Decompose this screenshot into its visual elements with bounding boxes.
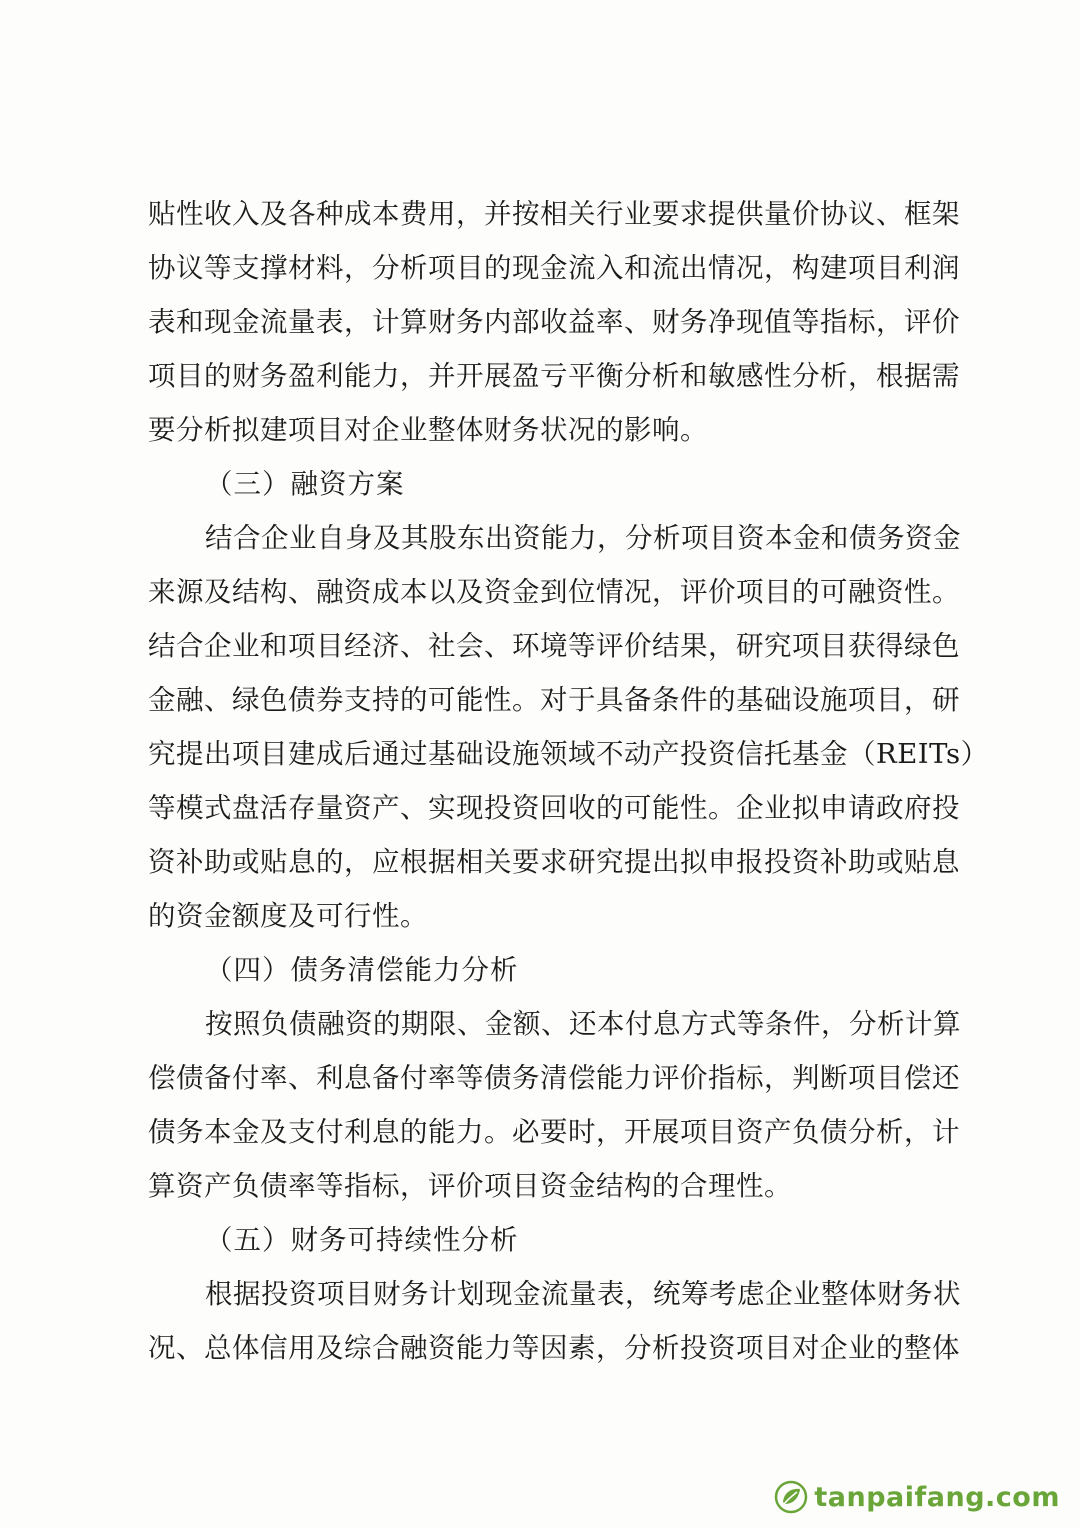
section-heading-3: （三）融资方案 xyxy=(205,468,405,500)
text-line: 结合企业自身及其股东出资能力，分析项目资本金和债务资金 xyxy=(205,522,961,554)
text-line: 债务本金及支付利息的能力。必要时，开展项目资产负债分析，计 xyxy=(148,1116,960,1148)
text-line: 等模式盘活存量资产、实现投资回收的可能性。企业拟申请政府投 xyxy=(148,792,960,824)
text-line: 偿债备付率、利息备付率等债务清偿能力评价指标，判断项目偿还 xyxy=(148,1062,960,1094)
text-line: 按照负债融资的期限、金额、还本付息方式等条件，分析计算 xyxy=(205,1008,961,1040)
text-line: 结合企业和项目经济、社会、环境等评价结果，研究项目获得绿色 xyxy=(148,630,960,662)
text-line: 协议等支撑材料，分析项目的现金流入和流出情况，构建项目利润 xyxy=(148,252,960,284)
section-heading-5: （五）财务可持续性分析 xyxy=(205,1224,519,1256)
leaf-logo-icon xyxy=(774,1480,808,1514)
site-watermark xyxy=(774,1480,1060,1514)
text-line: 金融、绿色债券支持的可能性。对于具备条件的基础设施项目，研 xyxy=(148,684,960,716)
text-line: 贴性收入及各种成本费用，并按相关行业要求提供量价协议、框架 xyxy=(148,198,960,230)
text-line: 要分析拟建项目对企业整体财务状况的影响。 xyxy=(148,414,708,446)
text-line: 来源及结构、融资成本以及资金到位情况，评价项目的可融资性。 xyxy=(148,576,960,608)
section-heading-4: （四）债务清偿能力分析 xyxy=(205,954,519,986)
watermark-text: tanpaifang.com xyxy=(814,1481,1060,1513)
text-line: 资补助或贴息的，应根据相关要求研究提出拟申报投资补助或贴息 xyxy=(148,846,960,878)
text-line: 项目的财务盈利能力，并开展盈亏平衡分析和敏感性分析，根据需 xyxy=(148,360,960,392)
text-line: 表和现金流量表，计算财务内部收益率、财务净现值等指标，评价 xyxy=(148,306,960,338)
text-line: 究提出项目建成后通过基础设施领域不动产投资信托基金（REITs） xyxy=(148,738,989,770)
text-line: 的资金额度及可行性。 xyxy=(148,900,428,932)
text-line: 根据投资项目财务计划现金流量表，统筹考虑企业整体财务状 xyxy=(205,1278,961,1310)
text-line: 况、总体信用及综合融资能力等因素，分析投资项目对企业的整体 xyxy=(148,1332,960,1364)
text-line: 算资产负债率等指标，评价项目资金结构的合理性。 xyxy=(148,1170,792,1202)
